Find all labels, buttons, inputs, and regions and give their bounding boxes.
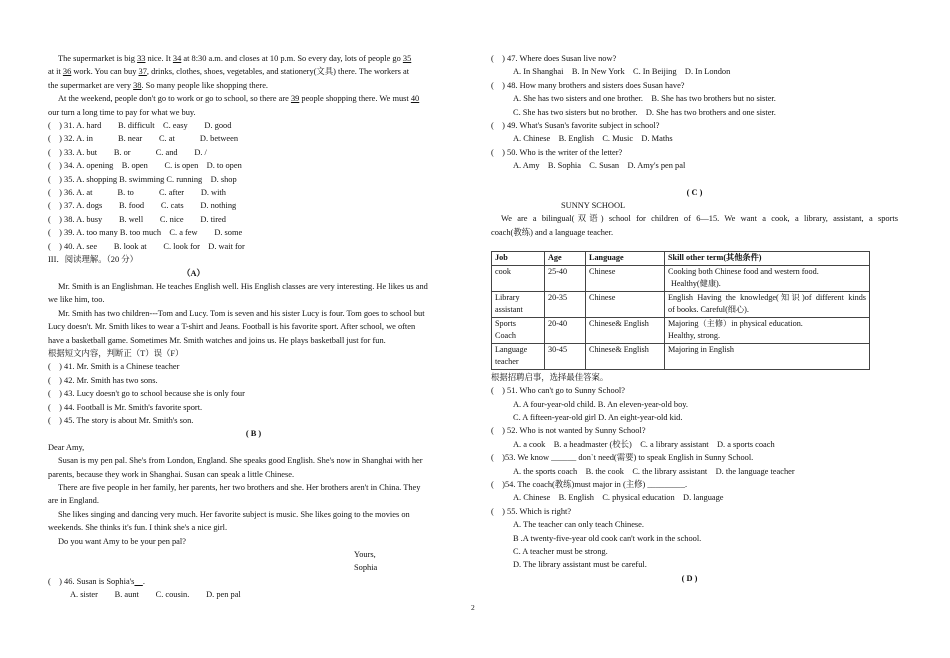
section-title: III．阅读理解。（20 分） xyxy=(48,255,139,265)
school-name: SUNNY SCHOOL xyxy=(561,201,626,211)
option-32: ( ) 32. A. in B. near C. at D. between xyxy=(48,134,239,144)
question-50-options: A. Amy B. Sophia C. Susan D. Amy's pen pal xyxy=(513,161,686,171)
option-39: ( ) 39. A. too many B. too much C. a few D. some xyxy=(48,228,243,238)
page-number: 2 xyxy=(471,603,475,612)
question-51: ( ) 51. Who can't go to Sunny School? xyxy=(491,386,625,396)
table-row xyxy=(492,291,870,317)
part-a-instruction: 根据短文内容，判断正（T）误（F） xyxy=(48,348,184,358)
table-cell: Majoring in English xyxy=(665,343,870,369)
table-header-row xyxy=(492,252,870,266)
table-row xyxy=(492,265,870,291)
question-47: ( ) 47. Where does Susan live now? xyxy=(491,54,617,63)
letter-line: parents, because they work in Shanghai. Susan can speak a little Chinese. xyxy=(48,469,295,479)
question-49-options: A. Chinese B. English C. Music D. Maths xyxy=(513,134,673,144)
table-cell: 30-45 xyxy=(545,343,586,369)
question-52: ( ) 52. Who is not wanted by Sunny School? xyxy=(491,426,646,436)
table-cell: Majoring（主修）in physical education. Healthy, strong. xyxy=(665,317,870,343)
option-40: ( ) 40. A. see B. look at C. look for D. wait for xyxy=(48,241,245,251)
jobs-table xyxy=(491,251,870,370)
option-31: ( ) 31. A. hard B. difficult C. easy D. good xyxy=(48,121,232,131)
ad-intro: We are a bilingual(双语) school for children of 6—15. We want a cook, a library, assistant, a sports xyxy=(501,214,898,224)
right-column xyxy=(491,52,898,585)
table-cell: 25-40 xyxy=(545,265,586,291)
part-a-line: we like him, too. xyxy=(48,295,105,305)
question-48: ( ) 48. How many brothers and sisters does Susan have? xyxy=(491,80,685,90)
question-53: ( )53. We know ______ don`t need(需要) to speak English in Sunny School. xyxy=(491,453,754,463)
table-cell: 20-35 xyxy=(545,291,586,317)
letter-line: She likes singing and dancing very much. Her favorite subject is music. She likes going to the movies on xyxy=(58,509,410,519)
question-46-options: A. sister B. aunt C. cousin. D. pen pal xyxy=(70,590,241,600)
cloze-line-1: The supermarket is big 33 nice. It 34 at 8:30 a.m. and closes at 10 p.m. So every day, lots of people go 35 xyxy=(58,54,412,63)
part-c-instruction: 根据招聘启事，选择最佳答案。 xyxy=(491,372,609,382)
part-a-label: （A） xyxy=(182,268,205,278)
question-50: ( ) 50. Who is the writer of the letter? xyxy=(491,147,623,157)
question-51-options: A. A four-year-old child. B. An eleven-year-old boy. xyxy=(513,399,689,409)
cloze-options xyxy=(48,119,459,253)
option-36: ( ) 36. A. at B. to C. after D. with xyxy=(48,188,226,198)
question-43: ( ) 43. Lucy doesn't go to school because she is only four xyxy=(48,389,245,399)
question-55: ( ) 55. Which is right? xyxy=(491,506,572,516)
table-cell: Chinese& English xyxy=(586,343,665,369)
table-cell: English Having the knowledge(知识)of different kinds of books. Careful(细心). xyxy=(665,291,870,317)
table-header: Age xyxy=(545,252,586,266)
table-cell: Chinese xyxy=(586,265,665,291)
table-cell: Chinese xyxy=(586,291,665,317)
question-55-option: D. The library assistant must be careful. xyxy=(513,560,647,570)
question-49: ( ) 49. What's Susan's favorite subject in school? xyxy=(491,121,660,131)
question-54: ( )54. The coach(教练)must major in (主修) _________. xyxy=(491,480,688,490)
question-46: ( ) 46. Susan is Sophia's . xyxy=(48,576,145,586)
question-41: ( ) 41. Mr. Smith is a Chinese teacher xyxy=(48,362,180,372)
question-45: ( ) 45. The story is about Mr. Smith's son. xyxy=(48,415,194,425)
table-row xyxy=(492,343,870,369)
question-44: ( ) 44. Football is Mr. Smith's favorite sport. xyxy=(48,402,203,412)
cloze-line-5: our turn a long time to pay for what we buy. xyxy=(48,107,196,117)
letter-signature: Sophia xyxy=(354,563,378,573)
option-37: ( ) 37. A. dogs B. food C. cats D. nothing xyxy=(48,201,237,211)
table-row xyxy=(492,317,870,343)
question-55-option: B .A twenty-five-year old cook can't work in the school. xyxy=(513,533,702,543)
table-cell: cook xyxy=(492,265,545,291)
cloze-line-3: the supermarket are very 38. So many people like shopping there. xyxy=(48,80,269,90)
letter-line: Do you want Amy to be your pen pal? xyxy=(58,536,186,546)
letter-closing: Yours, xyxy=(354,550,376,560)
table-header: Language xyxy=(586,252,665,266)
table-cell: Chinese& English xyxy=(586,317,665,343)
question-53-options: A. the sports coach B. the cook C. the library assistant D. the language teacher xyxy=(513,466,795,476)
letter-greeting: Dear Amy, xyxy=(48,442,85,452)
part-a-line: Mr. Smith is an Englishman. He teaches English well. His English classes are very interesting. He likes us and xyxy=(58,281,428,291)
cloze-line-2: at it 36 work. You can buy 37, drinks, clothes, shoes, vegetables, and stationery(文具) there. The workers at xyxy=(48,67,410,77)
question-48-options: A. She has two sisters and one brother. B. She has two brothers but no sister. xyxy=(513,94,776,104)
letter-line: There are five people in her family, her parents, her two brothers and she. Her brothers aren't in China. They xyxy=(58,483,421,492)
table-cell: Sports Coach xyxy=(492,317,545,343)
option-35: ( ) 35. A. shopping B. swimming C. running D. shop xyxy=(48,174,237,184)
part-a-line: Mr. Smith has two children---Tom and Lucy. Tom is seven and his sister Lucy is four. Tom goes to school but xyxy=(58,308,425,318)
letter-line: are in England. xyxy=(48,496,99,506)
table-cell: Cooking both Chinese food and western food. Healthy(健康). xyxy=(665,265,870,291)
table-header: Skill other term(其他条件) xyxy=(665,252,870,266)
question-52-options: A. a cook B. a headmaster (校长) C. a library assistant D. a sports coach xyxy=(513,439,775,449)
question-51-options: C. A fifteen-year-old girl D. An eight-year-old kid. xyxy=(513,413,683,422)
question-55-option: C. A teacher must be strong. xyxy=(513,547,608,557)
letter-line: weekends. She thinks it's fun. I think she's a nice girl. xyxy=(48,523,228,533)
option-38: ( ) 38. A. busy B. well C. nice D. tired xyxy=(48,214,226,224)
ad-intro: coach(教练) and a language teacher. xyxy=(491,227,614,237)
part-b-label: ( B ) xyxy=(245,429,262,439)
part-d-label: ( D ) xyxy=(681,573,698,583)
cloze-line-4: At the weekend, people don't go to work or go to school, so there are 39 people shopping there. We must 40 xyxy=(58,94,420,104)
option-33: ( ) 33. A. but B. or C. and D. / xyxy=(48,147,207,157)
table-cell: Library assistant xyxy=(492,291,545,317)
question-47-options: A. In Shanghai B. In New York C. In Beijing D. In London xyxy=(513,67,731,77)
left-column xyxy=(48,52,459,602)
letter-line: Susan is my pen pal. She's from London, England. She speaks good English. She's now in Shanghai with her xyxy=(58,456,423,466)
question-55-option: A. The teacher can only teach Chinese. xyxy=(513,520,644,530)
table-header: Job xyxy=(492,252,545,266)
question-54-options: A. Chinese B. English C. physical education D. language xyxy=(513,493,724,503)
question-48-options: C. She has two sisters but no brother. D. She has two brothers and one sister. xyxy=(513,107,776,117)
part-a-line: Lucy doesn't. Mr. Smith likes to wear a T-shirt and Jeans. Football is his favorite sport. After school, we often xyxy=(48,322,416,332)
option-34: ( ) 34. A. opening B. open C. is open D. to open xyxy=(48,161,242,171)
part-a-line: have a basketball game. Sometimes Mr. Smith watches and joins us. He plays basketball just for fun. xyxy=(48,335,386,345)
question-42: ( ) 42. Mr. Smith has two sons. xyxy=(48,375,158,385)
table-cell: 20-40 xyxy=(545,317,586,343)
table-cell: Language teacher xyxy=(492,343,545,369)
part-c-label: ( C ) xyxy=(686,187,703,197)
